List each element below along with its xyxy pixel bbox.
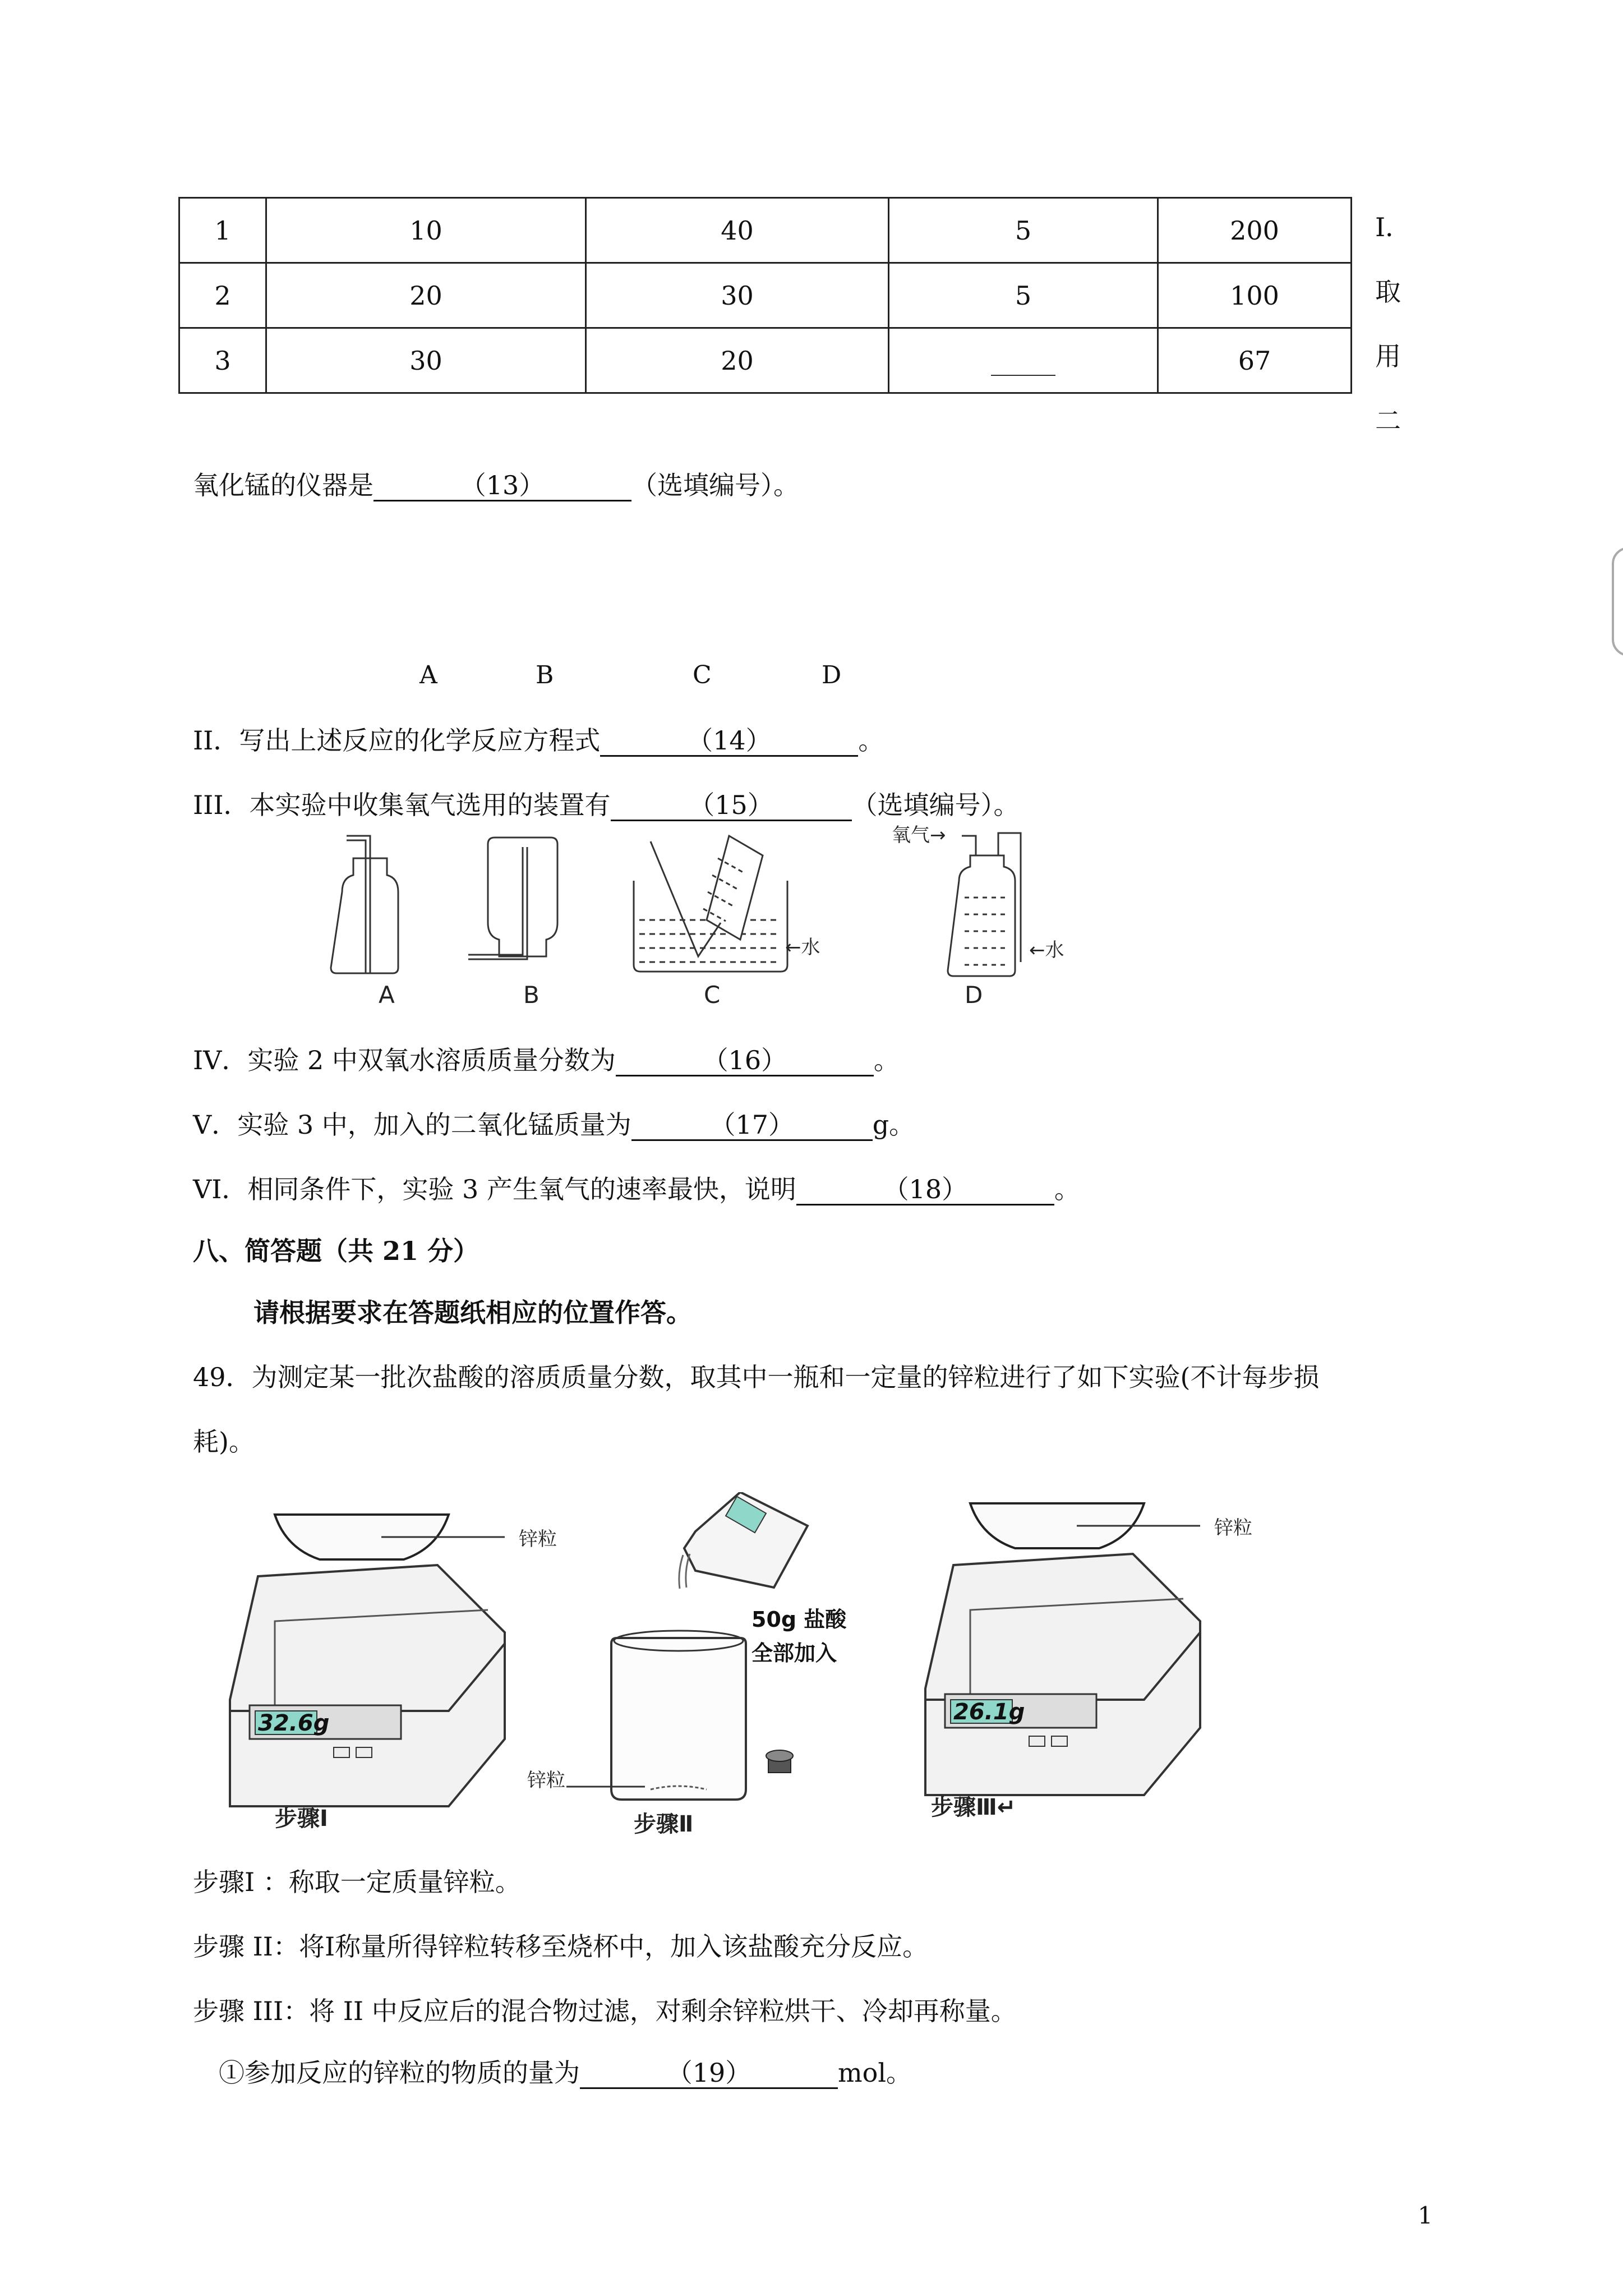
apparatus-label-c: C [704, 981, 721, 1009]
section-8-instruction: 请根据要求在答题纸相应的位置作答。 [253, 1297, 692, 1328]
step-1-text: 步骤Ⅰ ：称取一定质量锌粒。 [193, 1867, 521, 1897]
question-17: V．实验 3 中，加入的二氧化锰质量为 （17） g。 [193, 1110, 915, 1140]
apparatus-a [331, 836, 398, 973]
table-row [179, 263, 1352, 328]
step-3-caption: 步骤Ⅲ↵ [931, 1795, 1016, 1820]
table-cell: 3 [179, 328, 266, 393]
apparatus-label-b: B [523, 981, 540, 1009]
table-cell: 67 [1158, 328, 1352, 393]
question-18: VI．相同条件下，实验 3 产生氧气的速率最快，说明 （18） 。 [193, 1174, 1080, 1204]
step-1-caption: 步骤Ⅰ [275, 1806, 328, 1832]
table-cell: _____ [889, 328, 1158, 393]
answer-blank-13[interactable]: （13） [374, 471, 631, 501]
step-2-text: 步骤 II：将Ⅰ称量所得锌粒转移至烧杯中，加入该盐酸充分反应。 [193, 1931, 929, 1962]
answer-blank-18[interactable]: （18） [796, 1175, 1054, 1205]
answer-blank-15[interactable]: （15） [611, 790, 852, 821]
scale-1-reading: 32.6g [258, 1710, 330, 1736]
answer-blank-14[interactable]: （14） [600, 726, 858, 757]
question-14: II．写出上述反应的化学反应方程式 （14） 。 [193, 725, 884, 756]
scale-1-button [356, 1747, 372, 1757]
question-16: IV．实验 2 中双氧水溶质质量分数为 （16） 。 [193, 1045, 900, 1075]
acid-added-label: 全部加入 [751, 1641, 837, 1665]
question-49-line-1: 49．为测定某一批次盐酸的溶质质量分数，取其中一瓶和一定量的锌粒进行了如下实验(不计每步损 [193, 1362, 1320, 1392]
table-cell: 30 [586, 263, 889, 328]
table-row [179, 328, 1352, 393]
instrument-label-c: C [693, 661, 712, 689]
scale-3-zinc-label: 锌粒 [1214, 1517, 1252, 1539]
beaker-zinc-label: 锌粒 [527, 1769, 565, 1792]
zinc-experiment-figure [191, 1492, 1301, 1840]
scale-step-3 [925, 1503, 1252, 1820]
instrument-label-b: B [536, 661, 554, 689]
instrument-label-d: D [822, 661, 842, 689]
table-cell: 5 [889, 263, 1158, 328]
table-cell: 20 [266, 263, 586, 328]
step-3-text: 步骤 III：将 II 中反应后的混合物过滤，对剩余锌粒烘干、冷却再称量。 [193, 1996, 1017, 2026]
scale-3-reading: 26.1g [953, 1699, 1025, 1725]
page-number: 1 [1418, 2202, 1433, 2229]
scale-3-button [1029, 1736, 1045, 1746]
side-char-1: Ⅰ． [1375, 212, 1412, 242]
water-label-c: ←水 [785, 936, 820, 959]
table-row [179, 198, 1352, 263]
answer-blank-17[interactable]: （17） [631, 1110, 873, 1141]
side-char-2: 取 [1375, 277, 1401, 307]
table-cell: 1 [179, 198, 266, 263]
side-char-3: 用 [1375, 341, 1401, 371]
step-2-caption: 步骤Ⅱ [634, 1811, 694, 1837]
table-cell: 200 [1158, 198, 1352, 263]
section-8-title: 八、简答题（共 21 分） [193, 1236, 479, 1266]
table-cell: 100 [1158, 263, 1352, 328]
table-cell: 20 [586, 328, 889, 393]
question-49-line-2: 耗)。 [193, 1427, 255, 1457]
table-cell: 40 [586, 198, 889, 263]
answer-blank-19[interactable]: （19） [580, 2058, 838, 2089]
instrument-label-a: A [419, 661, 437, 689]
apparatus-b [468, 838, 557, 959]
acid-amount-label: 50g 盐酸 [751, 1607, 847, 1632]
question-19: ①参加反应的锌粒的物质的量为 （19） mol。 [219, 2058, 912, 2088]
side-char-4: 二 [1375, 406, 1401, 436]
apparatus-d [948, 833, 1021, 976]
scale-3-button [1052, 1736, 1067, 1746]
question-13: 氧化锰的仪器是 （13） （选填编号）。 [193, 470, 799, 500]
table-cell: 2 [179, 263, 266, 328]
table-cell: 30 [266, 328, 586, 393]
question-15: III．本实验中收集氧气选用的装置有 （15） （选填编号）。 [193, 790, 1020, 820]
table-cell: 10 [266, 198, 586, 263]
scale-1-button [334, 1747, 349, 1757]
apparatus-label-d: D [965, 981, 983, 1009]
water-label-d: ←水 [1029, 939, 1064, 961]
experiment-table [178, 197, 1352, 394]
scale-step-1 [230, 1515, 557, 1832]
apparatus-label-a: A [379, 981, 395, 1009]
beaker-step-2 [527, 1492, 847, 1837]
collection-apparatus-figure [325, 825, 1099, 1010]
answer-blank-16[interactable]: （16） [616, 1046, 874, 1076]
scale-1-zinc-label: 锌粒 [519, 1528, 557, 1550]
apparatus-c [634, 836, 787, 972]
oxygen-label: 氧气→ [892, 825, 946, 846]
side-panel-handle[interactable] [1612, 547, 1623, 656]
table-cell: 5 [889, 198, 1158, 263]
